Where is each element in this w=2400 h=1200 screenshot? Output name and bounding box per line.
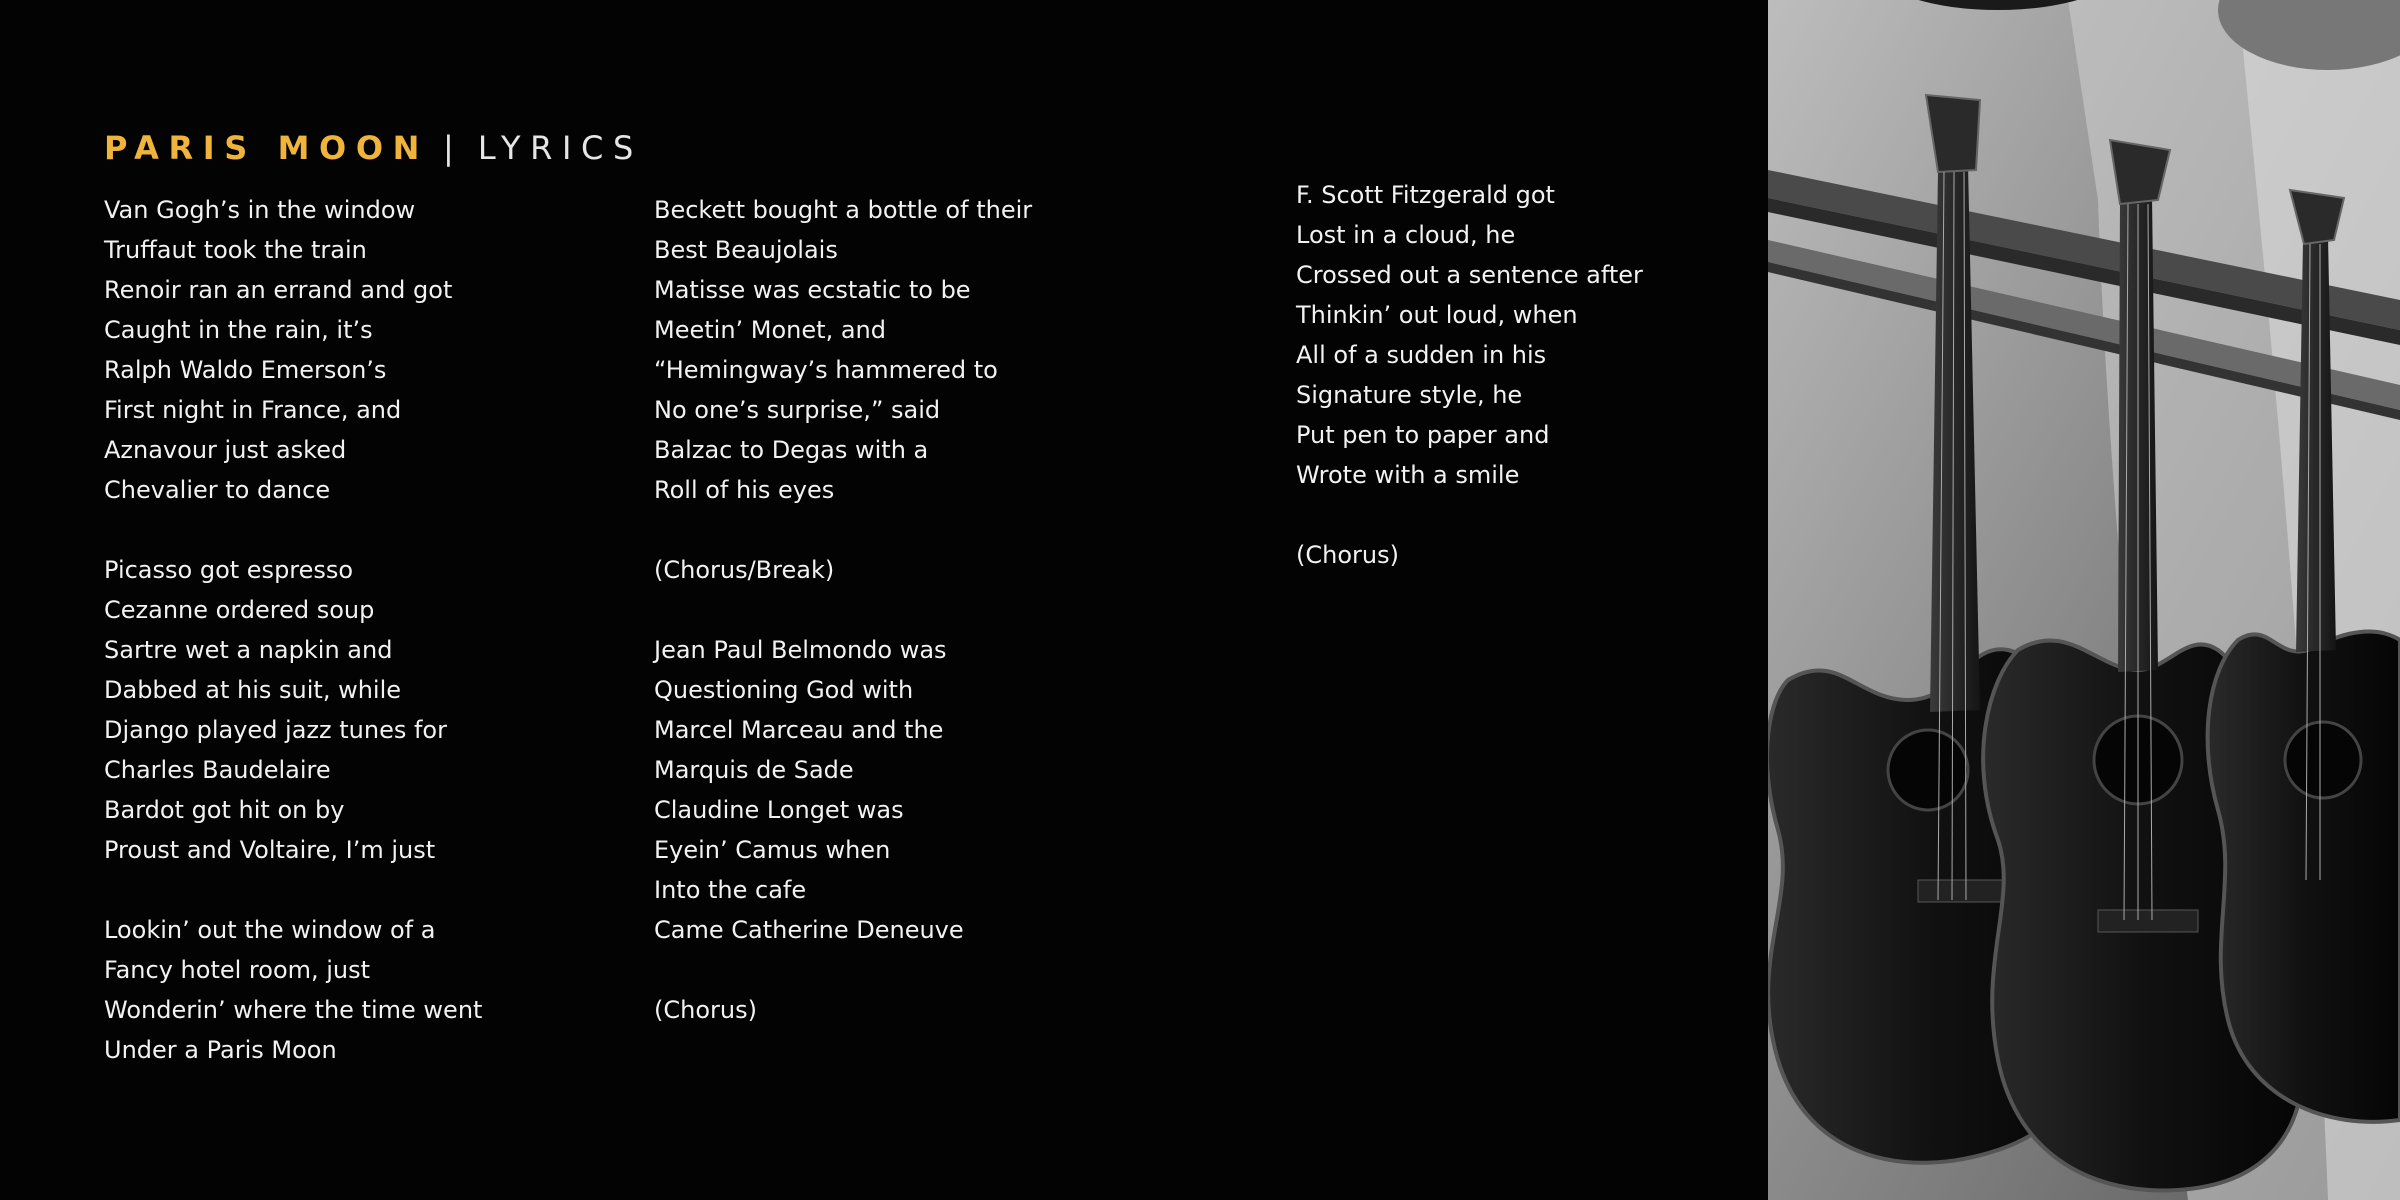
lyric-line: Ralph Waldo Emerson’s xyxy=(104,356,387,384)
lyrics-column-1 xyxy=(104,190,482,1070)
stanza-gap xyxy=(104,510,482,550)
lyric-line: Roll of his eyes xyxy=(654,476,835,504)
lyric-line: Eyein’ Camus when xyxy=(654,836,891,864)
lyric-line: Into the cafe xyxy=(654,876,807,904)
lyrics-column-3 xyxy=(1296,175,1643,575)
lyric-line: Proust and Voltaire, I’m just xyxy=(104,836,436,864)
lyric-line: Sartre wet a napkin and xyxy=(104,636,393,664)
song-title: PARIS MOON xyxy=(104,129,430,167)
lyric-line: Questioning God with xyxy=(654,676,914,704)
stanza-gap xyxy=(1296,495,1643,535)
lyric-line: Charles Baudelaire xyxy=(104,756,331,784)
lyric-line: No one’s surprise,” said xyxy=(654,396,941,424)
lyric-line: Balzac to Degas with a xyxy=(654,436,929,464)
lyric-line: Came Catherine Deneuve xyxy=(654,916,964,944)
lyric-line: Marcel Marceau and the xyxy=(654,716,944,744)
lyric-line: Claudine Longet was xyxy=(654,796,904,824)
lyric-line: Meetin’ Monet, and xyxy=(654,316,886,344)
lyric-line: Thinkin’ out loud, when xyxy=(1296,301,1578,329)
lyrics-column-2 xyxy=(654,190,1032,1030)
lyric-line: Truffaut took the train xyxy=(104,236,367,264)
lyric-line: Lookin’ out the window of a xyxy=(104,916,436,944)
lyric-line: F. Scott Fitzgerald got xyxy=(1296,181,1555,209)
lyric-line: Wonderin’ where the time went xyxy=(104,996,483,1024)
lyric-line: Picasso got espresso xyxy=(104,556,354,584)
stanza-gap xyxy=(104,870,482,910)
lyric-line: Chevalier to dance xyxy=(104,476,331,504)
title-separator: | xyxy=(443,129,454,167)
lyric-line: Matisse was ecstatic to be xyxy=(654,276,971,304)
stanza-gap xyxy=(654,590,1032,630)
lyric-line: All of a sudden in his xyxy=(1296,341,1547,369)
lyric-line: Marquis de Sade xyxy=(654,756,854,784)
lyric-line: Lost in a cloud, he xyxy=(1296,221,1516,249)
lyric-line: Dabbed at his suit, while xyxy=(104,676,402,704)
lyric-line: Under a Paris Moon xyxy=(104,1036,337,1064)
lyric-line: Bardot got hit on by xyxy=(104,796,345,824)
lyric-line: Wrote with a smile xyxy=(1296,461,1520,489)
page-title xyxy=(104,128,643,168)
lyric-line: Best Beaujolais xyxy=(654,236,838,264)
lyric-line: “Hemingway’s hammered to xyxy=(654,356,998,384)
lyric-line: Cezanne ordered soup xyxy=(104,596,375,624)
stanza-gap xyxy=(654,510,1032,550)
guitars-photo xyxy=(1768,0,2400,1200)
lyric-line: Van Gogh’s in the window xyxy=(104,196,416,224)
lyric-line: First night in France, and xyxy=(104,396,402,424)
guitars-image xyxy=(1768,0,2400,1200)
lyric-line: (Chorus/Break) xyxy=(654,556,835,584)
lyric-line: Caught in the rain, it’s xyxy=(104,316,373,344)
lyric-line: Beckett bought a bottle of their xyxy=(654,196,1033,224)
lyric-line: Put pen to paper and xyxy=(1296,421,1550,449)
lyric-line: Signature style, he xyxy=(1296,381,1523,409)
lyric-line: Renoir ran an errand and got xyxy=(104,276,453,304)
lyric-line: Django played jazz tunes for xyxy=(104,716,447,744)
lyric-line: (Chorus) xyxy=(654,996,757,1024)
stanza-gap xyxy=(654,950,1032,990)
lyric-line: Crossed out a sentence after xyxy=(1296,261,1643,289)
lyric-line: (Chorus) xyxy=(1296,541,1399,569)
lyric-line: Aznavour just asked xyxy=(104,436,347,464)
lyric-line: Jean Paul Belmondo was xyxy=(654,636,947,664)
lyric-line: Fancy hotel room, just xyxy=(104,956,371,984)
section-title: LYRICS xyxy=(477,129,643,167)
